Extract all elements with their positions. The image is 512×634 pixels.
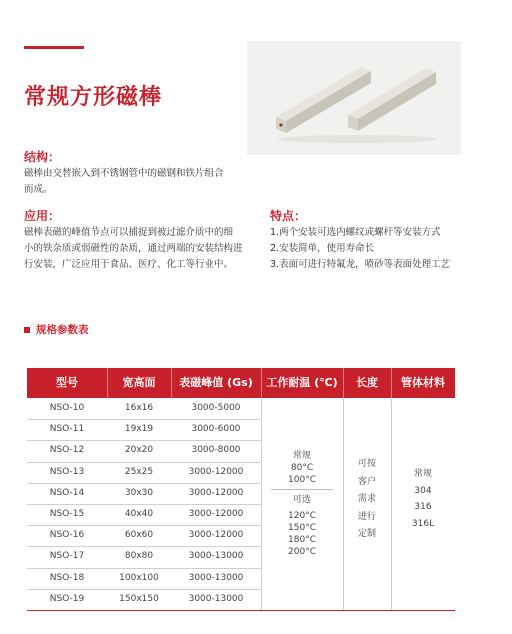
col-header-model: 型号: [56, 376, 78, 389]
table-bottom-border: [27, 610, 455, 611]
application-line: 行安装，广泛应用于食品、医疗、化工等行业中。: [24, 259, 234, 270]
temp-optional-value: 200°C: [288, 547, 316, 557]
spec-table: [27, 368, 455, 611]
size-cell: 30x30: [124, 487, 154, 498]
temp-optional-cell: [261, 494, 343, 558]
model-cell: NSO-11: [49, 424, 85, 435]
product-photo: [247, 41, 461, 155]
length-line: 需求: [357, 494, 376, 504]
size-cell: 60x60: [124, 530, 154, 541]
square-bullet-icon: [24, 327, 30, 333]
col-header-temperature: 工作耐温 (℃): [266, 376, 338, 389]
material-cell: [391, 466, 455, 532]
gauss-cell: 3000-13000: [188, 551, 244, 562]
gauss-cell: 3000-13000: [188, 572, 244, 583]
model-cell: NSO-17: [49, 551, 85, 562]
col-header-size: 宽高面: [122, 376, 156, 389]
feature-line: 3.表面可进行特氟龙，喷砂等表面处理工艺: [270, 259, 451, 270]
model-cell: NSO-18: [49, 572, 85, 583]
size-cell: 16x16: [124, 403, 154, 413]
temp-optional-value: 180°C: [288, 535, 316, 545]
structure-text: [24, 166, 244, 198]
length-line: 定制: [357, 529, 376, 539]
features-heading: 特点：: [270, 209, 307, 223]
temp-normal-label: 常规: [292, 451, 311, 461]
structure-line: 而成。: [24, 184, 53, 195]
length-cell: [343, 456, 391, 544]
structure-heading: 结构：: [24, 150, 61, 164]
feature-line: 1.两个安装可选内螺纹或螺杆等安装方式: [270, 227, 441, 238]
size-cell: 19x19: [124, 424, 154, 435]
gauss-cell: 3000-12000: [188, 530, 244, 541]
features-text: [270, 225, 470, 273]
size-cell: 80x80: [124, 551, 154, 562]
temp-separator: [271, 489, 333, 490]
length-line: 客户: [357, 476, 376, 487]
model-cell: NSO-12: [49, 445, 85, 456]
size-cell: 40x40: [124, 509, 154, 519]
length-line: 进行: [357, 511, 376, 522]
title-accent-bar: [24, 46, 84, 49]
feature-line: 2.安装简单，使用寿命长: [270, 243, 375, 254]
length-line: 可按: [357, 459, 376, 469]
gauss-cell: 3000-8000: [191, 445, 241, 456]
gauss-cell: 3000-6000: [191, 424, 241, 435]
gauss-cell: 3000-12000: [188, 487, 244, 498]
size-cell: 150x150: [119, 593, 159, 604]
temp-optional-label: 可选: [292, 495, 311, 505]
size-cell: 20x20: [124, 445, 154, 456]
col-header-gauss: 表磁峰值 (Gs): [179, 376, 253, 389]
col-header-length: 长度: [356, 376, 378, 389]
model-cell: NSO-16: [49, 530, 85, 541]
structure-line: 磁棒由交替嵌入到不锈钢管中的磁钢和铁片组合: [24, 168, 224, 179]
temp-normal-cell: [261, 450, 343, 486]
model-cell: NSO-15: [49, 509, 85, 519]
material-line: 316L: [411, 518, 435, 529]
application-text: [24, 225, 256, 273]
page-title: 常规方形磁棒: [24, 85, 163, 110]
model-cell: NSO-10: [49, 403, 85, 413]
model-cell: NSO-14: [49, 487, 85, 498]
size-cell: 100x100: [119, 572, 159, 583]
table-header: [27, 368, 455, 398]
temp-optional-value: 120°C: [288, 511, 316, 521]
spec-heading: [24, 322, 89, 337]
temp-normal-value: 100°C: [288, 475, 316, 485]
application-line: 小的铁杂质或弱磁性的杂质，通过两端的安装结构进: [24, 243, 243, 254]
gauss-cell: 3000-5000: [191, 403, 241, 413]
gauss-cell: 3000-12000: [188, 466, 244, 477]
material-line: 304: [414, 485, 432, 496]
temp-optional-value: 150°C: [288, 523, 316, 533]
temp-normal-value: 80°C: [290, 463, 314, 473]
material-line: 常规: [413, 469, 432, 479]
spec-title: 规格参数表: [36, 324, 89, 336]
model-cell: NSO-13: [49, 466, 85, 477]
material-line: 316: [414, 502, 432, 512]
col-header-material: 管体材料: [401, 376, 445, 389]
gauss-cell: 3000-12000: [188, 509, 244, 519]
model-cell: NSO-19: [49, 593, 85, 604]
gauss-cell: 3000-13000: [188, 593, 244, 604]
application-line: 磁棒表磁的峰值节点可以捕捉到被过滤介质中的细: [24, 227, 234, 238]
application-heading: 应用：: [24, 209, 61, 223]
size-cell: 25x25: [124, 466, 154, 477]
